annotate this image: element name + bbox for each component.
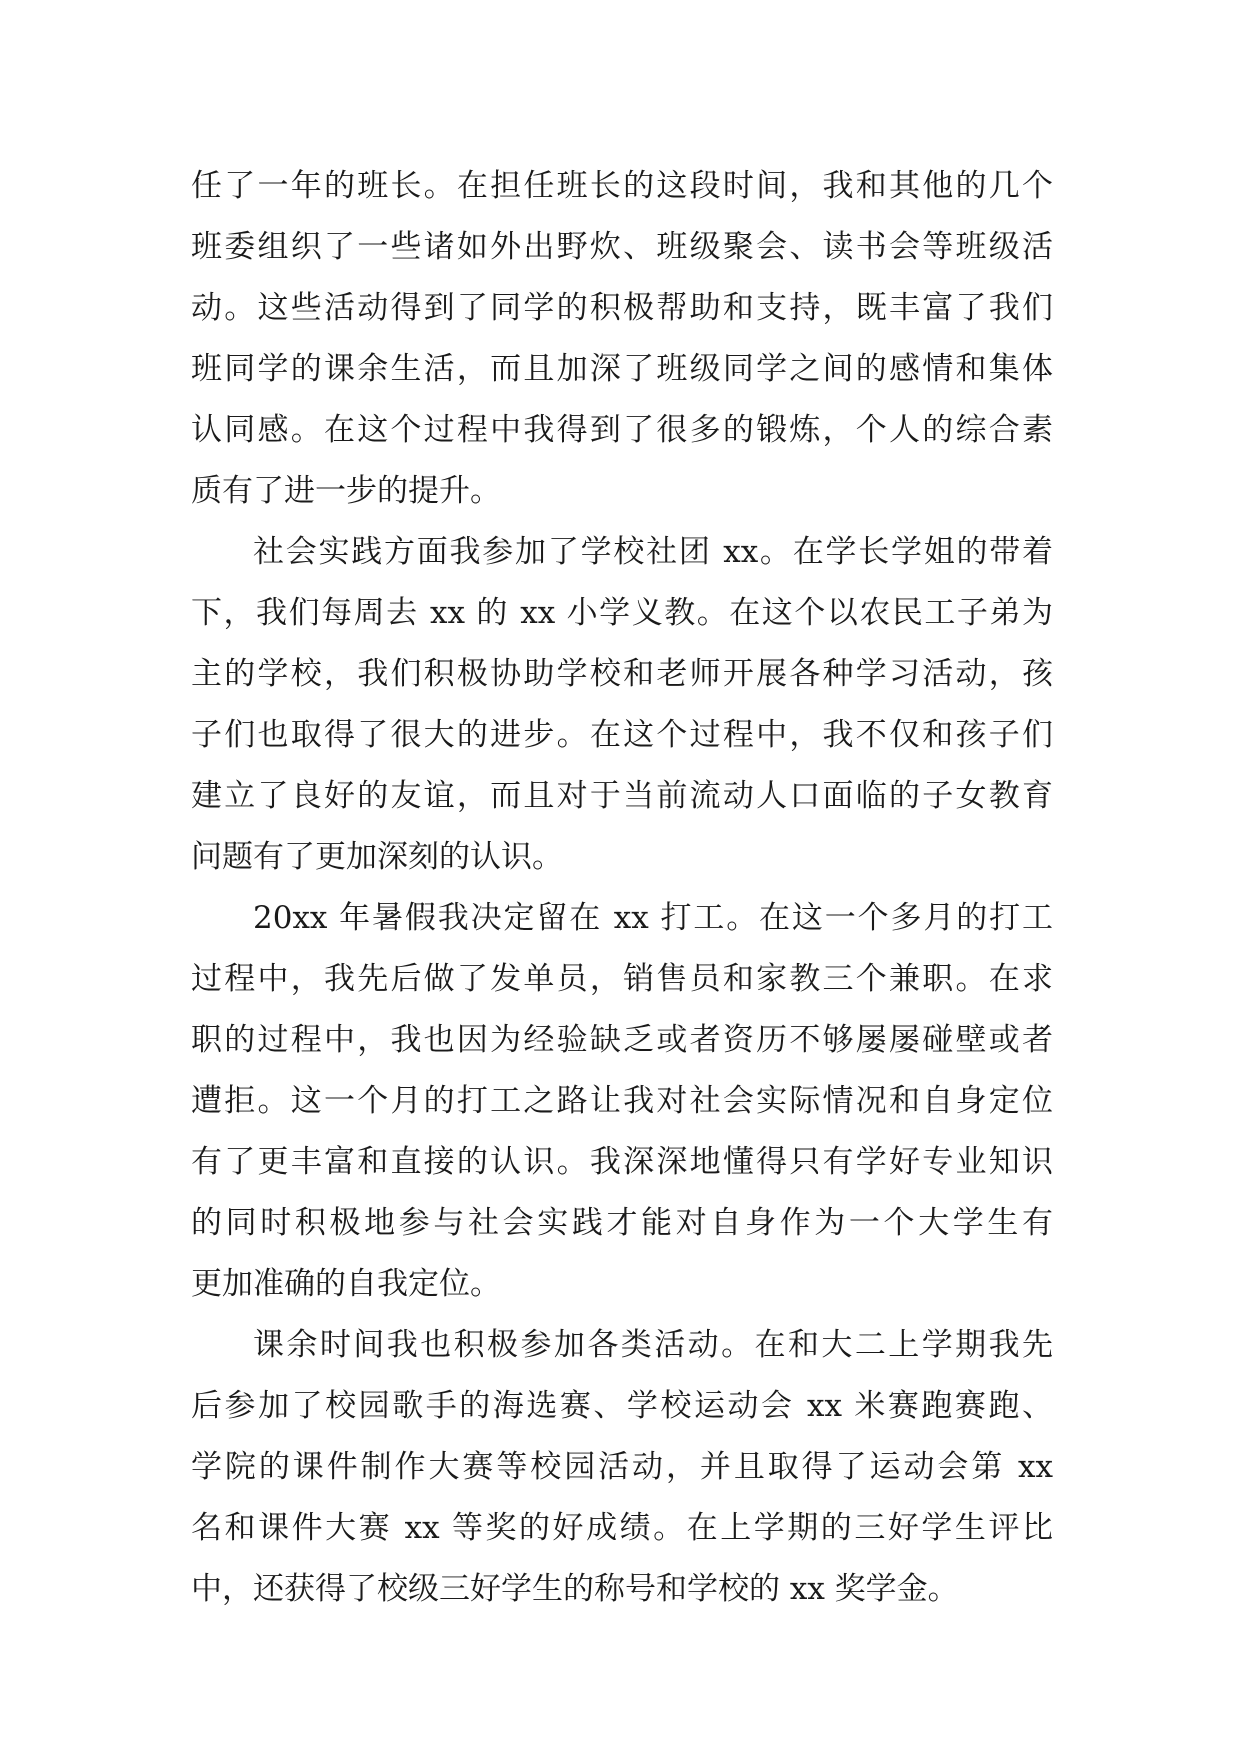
text-line: 更加准确的自我定位。 <box>191 1266 501 1302</box>
text-line: 任了一年的班长。在担任班长的这段时间，我和其他的几个 <box>191 168 1053 204</box>
text-line: 主的学校，我们积极协助学校和老师开展各种学习活动，孩 <box>191 656 1053 692</box>
document-body <box>191 156 1053 1620</box>
text-line: 社会实践方面我参加了学校社团 xx。在学长学姐的带着 <box>253 534 1053 570</box>
text-line: 过程中，我先后做了发单员，销售员和家教三个兼职。在求 <box>191 961 1053 997</box>
paragraph-class-monitor <box>191 156 1053 522</box>
paragraph-summer-job <box>191 888 1053 1315</box>
text-line: 动。这些活动得到了同学的积极帮助和支持，既丰富了我们 <box>191 290 1053 326</box>
text-line: 后参加了校园歌手的海选赛、学校运动会 xx 米赛跑赛跑、 <box>191 1388 1053 1424</box>
text-line: 班同学的课余生活，而且加深了班级同学之间的感情和集体 <box>191 351 1053 387</box>
text-line: 中，还获得了校级三好学生的称号和学校的 xx 奖学金。 <box>191 1571 959 1607</box>
text-line: 下，我们每周去 xx 的 xx 小学义教。在这个以农民工子弟为 <box>191 595 1053 631</box>
paragraph-social-practice <box>191 522 1053 888</box>
text-line: 遭拒。这一个月的打工之路让我对社会实际情况和自身定位 <box>191 1083 1053 1119</box>
paragraph-activities <box>191 1315 1053 1620</box>
text-line: 班委组织了一些诸如外出野炊、班级聚会、读书会等班级活 <box>191 229 1053 265</box>
text-line: 的同时积极地参与社会实践才能对自身作为一个大学生有 <box>191 1205 1053 1241</box>
text-line: 问题有了更加深刻的认识。 <box>191 839 563 875</box>
text-line: 学院的课件制作大赛等校园活动，并且取得了运动会第 xx <box>191 1449 1053 1485</box>
text-line: 认同感。在这个过程中我得到了很多的锻炼，个人的综合素 <box>191 412 1053 448</box>
text-line: 课余时间我也积极参加各类活动。在和大二上学期我先 <box>253 1327 1053 1363</box>
text-line: 名和课件大赛 xx 等奖的好成绩。在上学期的三好学生评比 <box>191 1510 1053 1546</box>
text-line: 建立了良好的友谊，而且对于当前流动人口面临的子女教育 <box>191 778 1053 814</box>
text-line: 有了更丰富和直接的认识。我深深地懂得只有学好专业知识 <box>191 1144 1053 1180</box>
text-line: 质有了进一步的提升。 <box>191 473 501 509</box>
text-line: 职的过程中，我也因为经验缺乏或者资历不够屡屡碰壁或者 <box>191 1022 1053 1058</box>
text-line: 子们也取得了很大的进步。在这个过程中，我不仅和孩子们 <box>191 717 1053 753</box>
text-line: 20xx 年暑假我决定留在 xx 打工。在这一个多月的打工 <box>253 900 1053 936</box>
